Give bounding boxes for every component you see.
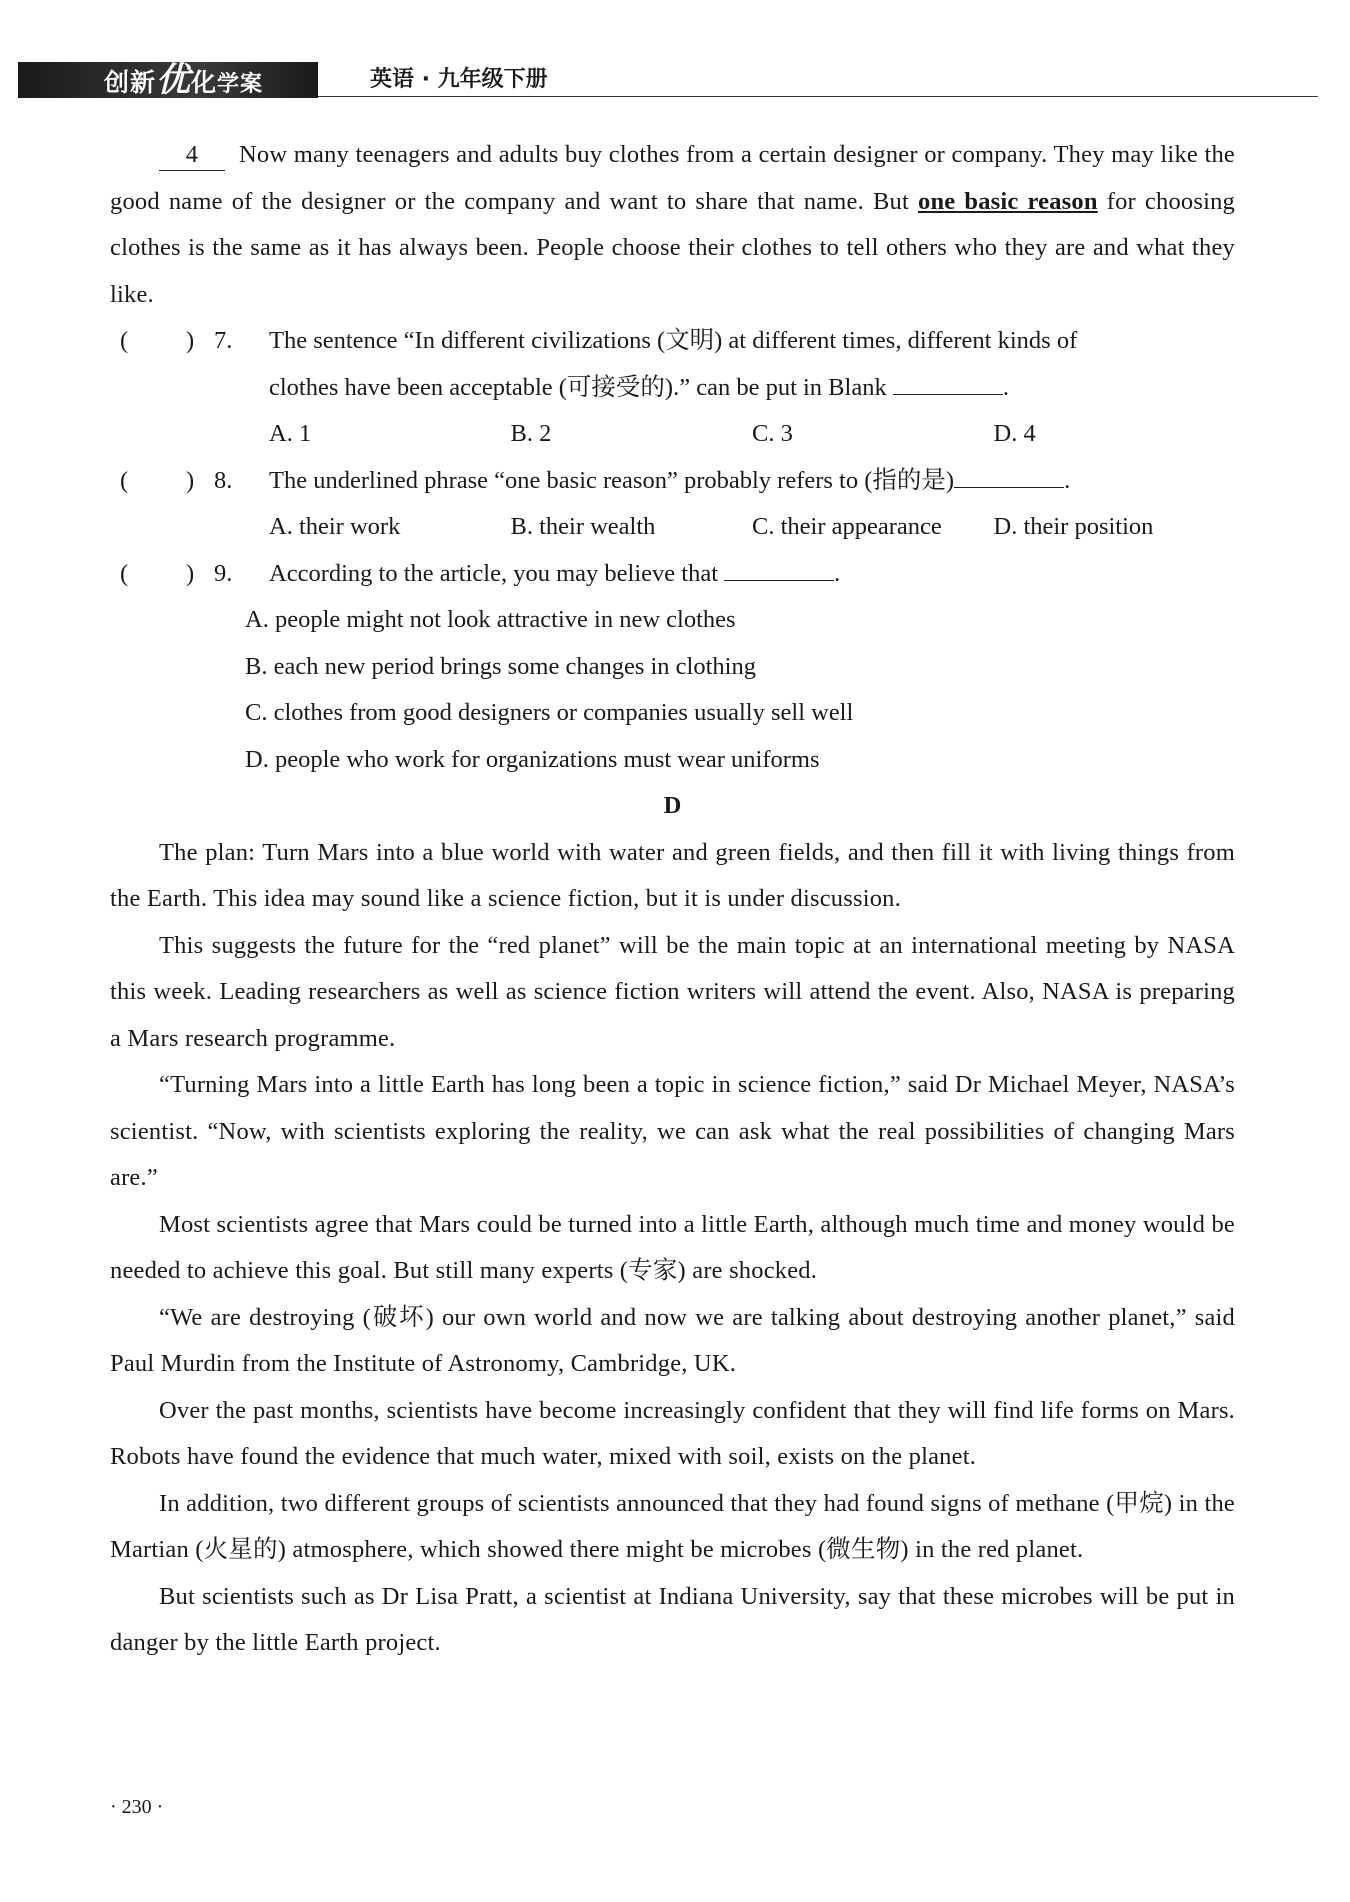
answer-paren-close: ) [186, 466, 195, 494]
answer-paren-open: ( [120, 327, 129, 354]
stem-end: . [834, 559, 841, 587]
paragraph-text: Now many teenagers and adults buy clothes from a certain designer or company. They may like the good name of the designer or the company and want to share that name. But [110, 141, 1235, 215]
brand-text-3: 化 [191, 68, 218, 97]
brand-text-2: 优 [156, 60, 192, 100]
stem-end: . [1064, 466, 1071, 494]
passage-d-paragraph: “We are destroying (破坏) our own world and now we are talking about destroying another planet,” said Paul Murdin from the Institute of Astronomy, Cambridge, UK. [110, 1303, 1235, 1377]
option-c: C. 3 [752, 420, 793, 447]
option-a: A. their work [269, 513, 401, 540]
answer-blank [724, 580, 834, 581]
option-c: C. their appearance [752, 513, 942, 540]
page-header [18, 56, 1318, 102]
question-9 [110, 551, 1235, 598]
option-b: B. their wealth [510, 513, 656, 540]
question-8 [110, 458, 1235, 505]
option-d: D. their position [993, 513, 1154, 540]
passage-d-paragraph: But scientists such as Dr Lisa Pratt, a scientist at Indiana University, say that these microbes will be put in danger by the little Earth project. [110, 1582, 1235, 1656]
option-b: B. 2 [510, 420, 552, 447]
book-title: 英语 · 九年级下册 [370, 67, 548, 92]
paragraph-number-blank: 4 [159, 140, 225, 171]
question-stem: According to the article, you may believe that [269, 559, 719, 587]
section-title: D [663, 792, 682, 819]
question-number: 8. [214, 466, 233, 494]
option-a: A. people might not look attractive in new clothes [245, 606, 736, 633]
question-7 [110, 318, 1235, 365]
brand-text-1: 创新 [104, 68, 157, 97]
answer-blank [954, 487, 1064, 488]
question-8-options [110, 504, 1235, 551]
passage-d-paragraph: In addition, two different groups of scientists announced that they had found signs of methane (甲烷) in the Martian (火星的) atmosphere, which showed there might be microbes (微生物) in the red planet. [110, 1489, 1235, 1563]
question-stem: The underlined phrase “one basic reason” probably refers to (指的是) [269, 466, 955, 494]
option-b: B. each new period brings some changes in clothing [245, 652, 756, 680]
passage-d-paragraph: Over the past months, scientists have become increasingly confident that they will find life forms on Mars. Robots have found the evidence that much water, mixed with soil, exists on the planet. [110, 1396, 1235, 1470]
option-d: D. people who work for organizations must wear uniforms [245, 745, 820, 773]
stem-end: . [1002, 373, 1009, 401]
answer-paren-open: ( [120, 559, 129, 587]
option-a: A. 1 [269, 420, 312, 447]
passage-d-paragraph: Most scientists agree that Mars could be turned into a little Earth, although much time and money would be needed to achieve this goal. But still many experts (专家) are shocked. [110, 1210, 1235, 1284]
question-7-options [110, 411, 1235, 458]
question-number: 7. [214, 327, 233, 354]
passage-d-paragraph: The plan: Turn Mars into a blue world with water and green fields, and then fill it with living things from the Earth. This idea may sound like a science fiction, but it is under discussion. [110, 838, 1235, 912]
underlined-phrase: one basic reason [918, 187, 1098, 215]
question-stem: The sentence “In different civilizations (文明) at different times, different kinds of [269, 327, 1078, 354]
question-number: 9. [214, 559, 233, 587]
brand-text-4: 学案 [217, 72, 264, 97]
page-number: · 230 · [110, 1796, 164, 1818]
paragraph-text-cont: for choosing clothes is the same as it has always been. People choose their clothes to tell others who they are and what they like. [110, 187, 1235, 308]
question-stem-cont: clothes have been acceptable (可接受的).” can be put in Blank [269, 373, 887, 401]
option-d: D. 4 [993, 420, 1036, 447]
question-7-line2 [110, 365, 1235, 412]
header-divider [318, 96, 1318, 97]
brand-logo [18, 62, 318, 98]
option-c: C. clothes from good designers or companies usually sell well [245, 699, 854, 726]
answer-blank [893, 394, 1003, 395]
passage-d-paragraph: This suggests the future for the “red planet” will be the main topic at an international meeting by NASA this week. Leading researchers as well as science fiction writers will attend the event. Also, NASA is preparing a Mars research programme. [110, 931, 1235, 1052]
answer-paren-close: ) [186, 327, 195, 354]
passage-d-paragraph: “Turning Mars into a little Earth has long been a topic in science fiction,” said Dr Michael Meyer, NASA’s scientist. “Now, with scientists exploring the reality, we can ask what the real possibilities of changing Mars are.” [110, 1071, 1235, 1191]
answer-paren-close: ) [186, 559, 195, 587]
page-content [110, 132, 1235, 1667]
answer-paren-open: ( [120, 466, 129, 494]
passage-c-paragraph [110, 132, 1235, 318]
